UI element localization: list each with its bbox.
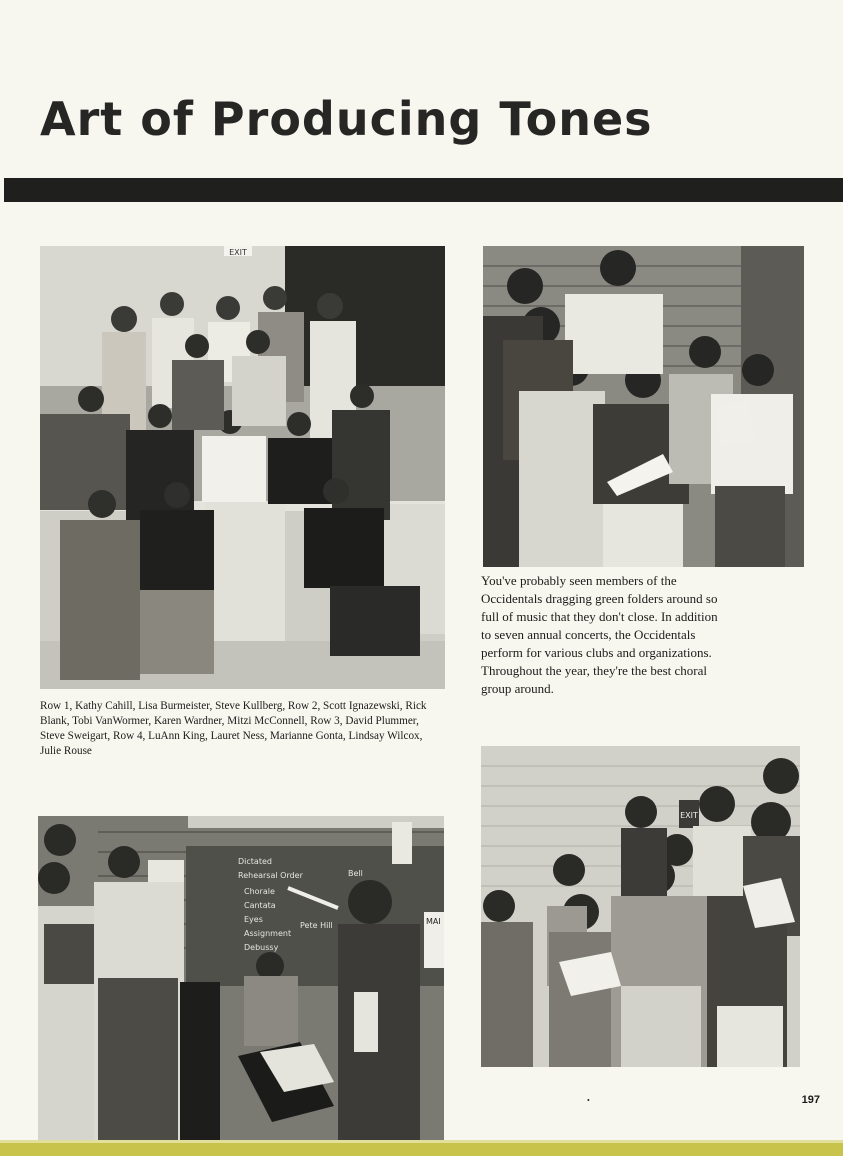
chalkboard-line-8: Bell [348, 869, 363, 878]
chalkboard-line-6: Assignment [244, 929, 292, 938]
singers-with-folders-photo [483, 246, 804, 567]
chalkboard-line-4: Cantata [244, 901, 276, 910]
page-number: 197 [801, 1094, 820, 1106]
chalkboard-line-1: Dictated [238, 857, 272, 866]
bottom-band-highlight [0, 1140, 843, 1143]
group-portrait-caption: Row 1, Kathy Cahill, Lisa Burmeister, Steve Kullberg, Row 2, Scott Ignazewski, Rick Blank, Tobi VanWormer, Karen Wardner, Mitzi McConnell, Row 3, David Plummer, Steve Sweigart, Row 4, LuAnn King, Lauret Ness, Marianne Gonta, Lindsay Wilcox, Julie Rouse [40, 700, 427, 757]
occidentals-caption: You've probably seen members of the Occidentals dragging green folders around so full of music that they don't close. In addition to seven annual concerts, the Occidentals perform for various clubs and organizations. Throughout the year, they're the best choral group around. [481, 573, 718, 696]
chalkboard-line-3: Chorale [244, 887, 275, 896]
exit-sign: EXIT [229, 248, 247, 257]
choir-rehearsal-photo [481, 746, 800, 1067]
chalkboard-line-5: Eyes [244, 915, 263, 924]
header-rule [4, 178, 843, 202]
chalkboard-line-7: Debussy [244, 943, 279, 952]
director-at-chalkboard-photo [38, 816, 444, 1140]
page-mark: • [587, 1096, 590, 1105]
bottom-color-band [0, 1140, 843, 1156]
poster-text: MAI [426, 917, 441, 926]
group-portrait-photo [40, 246, 445, 689]
page-title: Art of Producing Tones [40, 92, 653, 146]
chalkboard-line-9: Pete Hill [300, 921, 333, 930]
rehearsal-exit-sign: EXIT [680, 811, 698, 820]
chalkboard-line-2: Rehearsal Order [238, 871, 303, 880]
